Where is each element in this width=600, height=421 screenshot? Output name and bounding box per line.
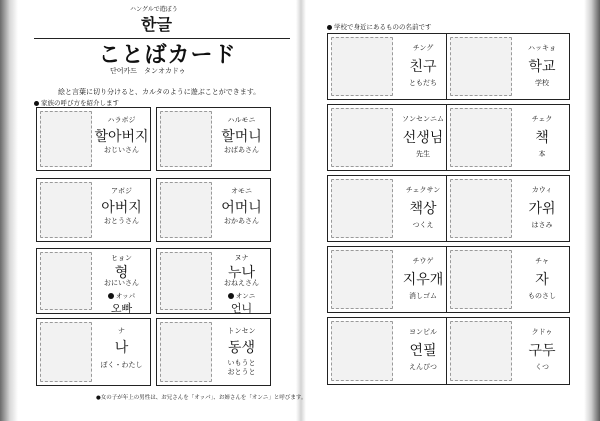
eraser-illustration: [331, 250, 393, 309]
card-japanese: つくえ: [412, 221, 434, 229]
word-card: [327, 33, 451, 100]
card-korean: 책상: [409, 201, 437, 217]
word-card: [36, 318, 151, 386]
section-heading-text: 家族の呼び方を紹介します: [41, 99, 119, 107]
card-korean: 책: [535, 130, 549, 146]
word-card: [446, 104, 570, 171]
word-card: [446, 33, 570, 100]
card-korean: 연필: [409, 343, 437, 359]
friends-illustration: [331, 37, 393, 96]
card-kana: チング: [412, 44, 434, 52]
school-building-illustration: [450, 37, 512, 96]
page-edge-shadow: [584, 0, 600, 421]
card-korean: 아버지: [101, 200, 142, 216]
book-gutter: [296, 0, 306, 421]
me-illustration: [40, 322, 92, 382]
marker-icon: [228, 293, 234, 299]
card-alt-kana: [213, 291, 270, 300]
older-sister-illustration: [160, 252, 212, 310]
scissors-illustration: [450, 179, 512, 238]
card-korean: 어머니: [221, 200, 262, 216]
card-korean: 동생: [227, 340, 256, 356]
card-alt-kana-text: オッパ: [115, 292, 136, 300]
shoes-illustration: [450, 321, 512, 381]
footnote: ●女の子が年上の男性は、お兄さんを「オッパ」、お姉さんを「オンニ」と呼びます。: [96, 395, 307, 401]
card-alt-korean: 언니: [230, 302, 253, 315]
card-kana: ナ: [118, 327, 125, 335]
card-japanese: 学校: [535, 79, 549, 87]
word-card: [36, 178, 151, 242]
card-korean: 자: [535, 272, 549, 288]
word-card: [156, 178, 271, 242]
pencil-illustration: [331, 321, 393, 381]
card-kana: アボジ: [111, 187, 132, 195]
card-japanese: いもうと おとうと: [227, 359, 256, 376]
card-korean: 누나: [227, 265, 256, 281]
grandfather-illustration: [40, 111, 92, 167]
section-heading-school: [327, 22, 432, 31]
ruler-illustration: [450, 250, 512, 309]
card-korean: 나: [114, 340, 129, 356]
card-japanese: ともだち: [409, 79, 437, 87]
page-title: ことばカード: [98, 43, 237, 68]
desk-illustration: [331, 179, 393, 238]
word-card: [446, 317, 570, 385]
card-kana: チャ: [535, 257, 549, 265]
page-subtitle: 단어카드 タンオカドゥ: [110, 67, 186, 75]
word-card: [327, 317, 451, 385]
younger-sibling-illustration: [160, 322, 212, 382]
card-korean: 구두: [528, 343, 556, 359]
card-japanese: おばあさん: [224, 146, 259, 154]
card-kana: トンセン: [227, 327, 256, 335]
word-card: [156, 318, 271, 386]
marker-icon: [108, 293, 114, 299]
card-alt-kana: [93, 291, 150, 300]
word-card: [327, 175, 451, 242]
card-kana: ハルモニ: [227, 116, 256, 124]
father-illustration: [40, 182, 92, 238]
card-kana: クドゥ: [531, 328, 553, 336]
card-korean: 친구: [409, 59, 437, 75]
card-japanese: えんぴつ: [409, 363, 437, 371]
card-alt-kana-text: オンニ: [235, 292, 256, 300]
card-korean: 지우개: [402, 272, 444, 288]
section-heading-text: 学校で身近にあるものの名前です: [334, 23, 432, 31]
card-kana: ハラボジ: [107, 116, 136, 124]
card-kana: ソンセンニム: [402, 115, 444, 123]
book-illustration: [450, 108, 512, 167]
card-japanese: 消しゴム: [409, 292, 437, 300]
bullet-icon: [327, 25, 332, 30]
instruction-text: 絵と言葉に切り分けると、カルタのように遊ぶことができます。: [58, 88, 261, 96]
card-japanese: 先生: [416, 150, 430, 158]
card-kana: ヒョン: [111, 254, 132, 262]
card-kana: オモニ: [231, 187, 252, 195]
older-brother-illustration: [40, 252, 92, 310]
word-card: [446, 246, 570, 313]
card-japanese: おねえさん: [224, 279, 259, 287]
card-japanese: ものさし: [528, 292, 556, 300]
card-kana: ヌナ: [234, 254, 249, 262]
card-kana: ハッキョ: [528, 44, 556, 52]
card-kana: チウゲ: [412, 257, 434, 265]
card-kana: チェクサン: [405, 186, 441, 194]
card-japanese: おじいさん: [104, 146, 139, 154]
card-japanese: 本: [538, 150, 546, 158]
mother-illustration: [160, 182, 212, 238]
word-card: [327, 104, 451, 171]
word-card: [36, 248, 151, 314]
page-edge-shadow: [0, 0, 18, 421]
word-card: [446, 175, 570, 242]
word-card: [36, 107, 151, 171]
card-japanese: おかあさん: [224, 217, 259, 225]
word-card: [156, 248, 271, 314]
card-korean: 가위: [528, 201, 556, 217]
word-card: [156, 107, 271, 171]
bullet-icon: [34, 101, 39, 106]
teacher-illustration: [331, 108, 393, 167]
card-alt-korean: 오빠: [110, 302, 133, 315]
card-korean: 선생님: [402, 130, 444, 146]
card-korean: 할머니: [221, 129, 262, 145]
card-korean: 형: [114, 265, 129, 281]
brand-logo: 한글: [141, 15, 172, 34]
section-heading-family: [34, 98, 119, 107]
card-japanese: はさみ: [531, 221, 553, 229]
card-kana: カウィ: [531, 186, 553, 194]
grandmother-illustration: [160, 111, 212, 167]
card-japanese: おにいさん: [104, 279, 139, 287]
card-japanese: くつ: [535, 363, 549, 371]
card-japanese: おとうさん: [104, 217, 139, 225]
series-label: ハングルで遊ぼう: [130, 6, 178, 13]
card-japanese: ぼく・わたし: [100, 361, 143, 369]
card-korean: 학교: [528, 59, 556, 75]
word-card: [327, 246, 451, 313]
card-kana: ヨンピル: [409, 328, 437, 336]
card-kana: チェク: [531, 115, 553, 123]
card-korean: 할아버지: [94, 129, 149, 145]
